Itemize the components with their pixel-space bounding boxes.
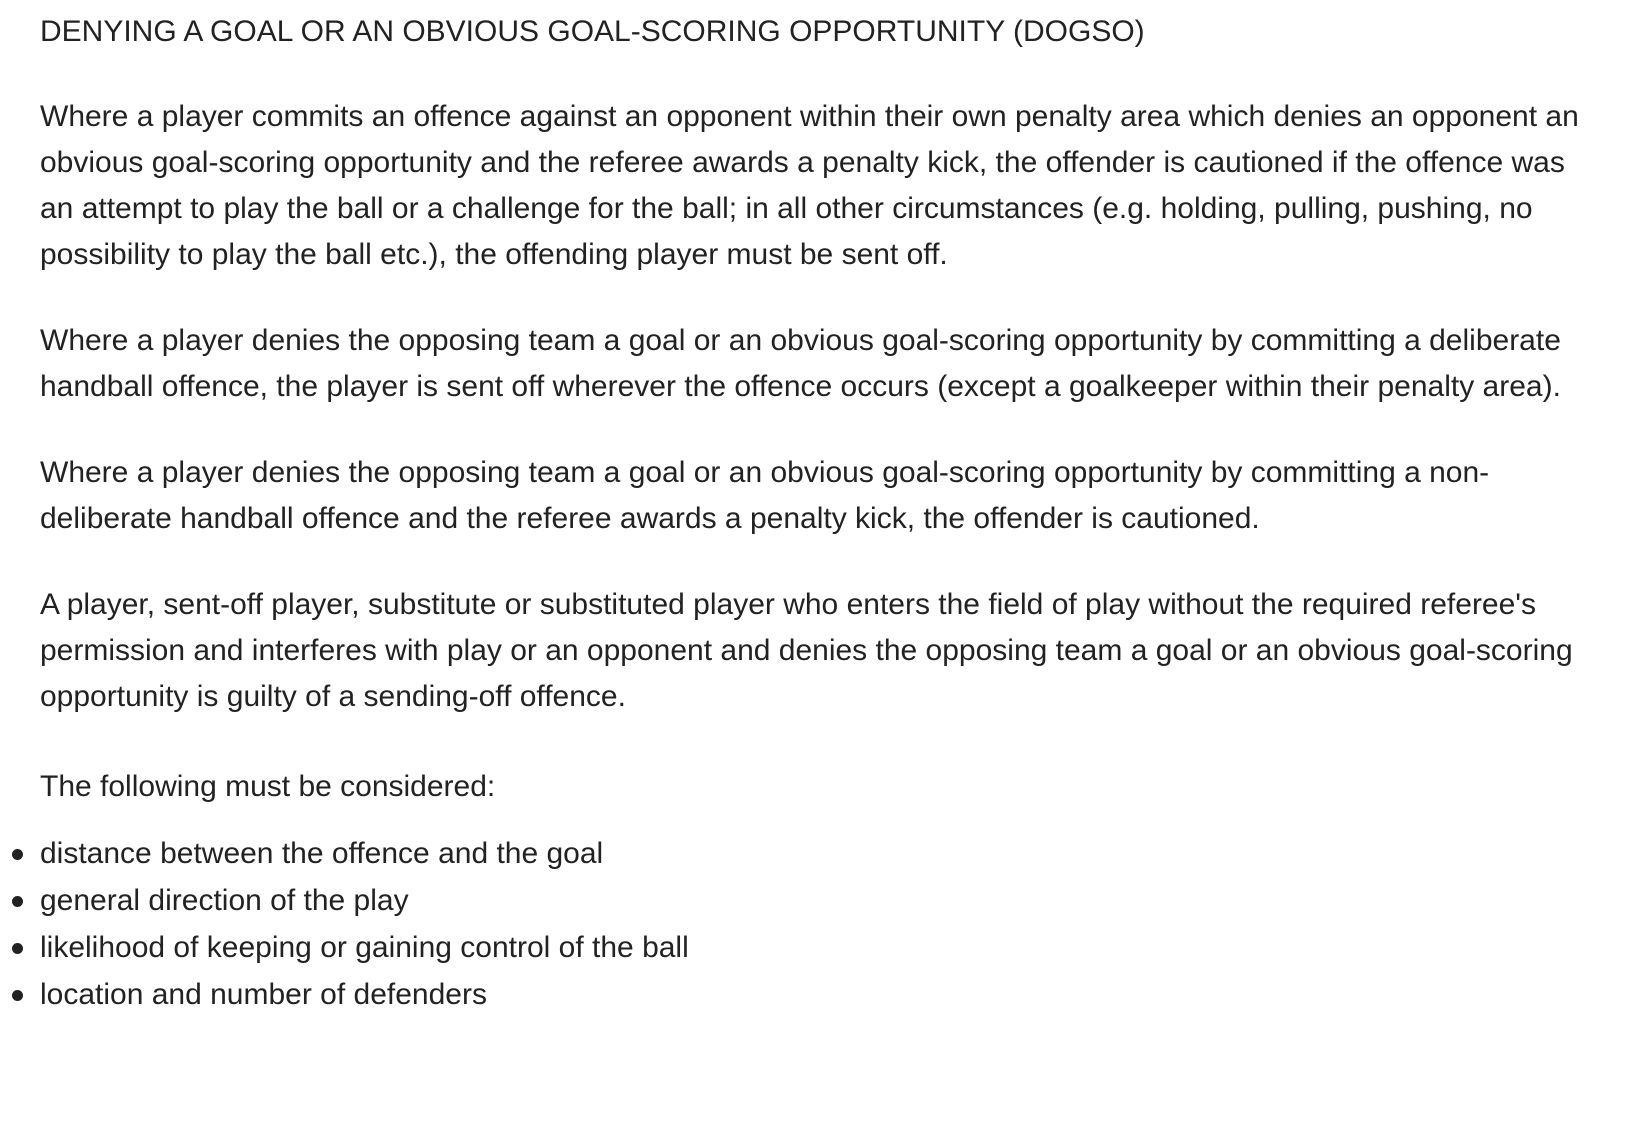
bullet-icon [12, 896, 23, 907]
list-item [40, 830, 1600, 877]
list-item-text: likelihood of keeping or gaining control of the ball [40, 931, 689, 964]
list-item [40, 971, 1600, 1018]
paragraph-deliberate-handball: Where a player denies the opposing team a goal or an obvious goal-scoring opportunity by committing a deliberate handball offence, the player is sent off wherever the offence occurs (except a goalkeeper within their penalty area). [40, 324, 1561, 403]
paragraph-non-deliberate-handball: Where a player denies the opposing team a goal or an obvious goal-scoring opportunity by committing a non-deliberate handball offence and the referee awards a penalty kick, the offender is cautioned. [40, 456, 1490, 535]
bullet-icon [12, 849, 23, 860]
paragraph-penalty-area-offence: Where a player commits an offence against an opponent within their own penalty area which denies an opponent an obvious goal-scoring opportunity and the referee awards a penalty kick, the offender is cautioned if the offence was an attempt to play the ball or a challenge for the ball; in all other circumstances (e.g. holding, pulling, pushing, no possibility to play the ball etc.), the offending player must be sent off. [40, 100, 1579, 271]
list-item-text: distance between the offence and the goal [40, 837, 604, 870]
considerations-intro: The following must be considered: [40, 770, 496, 803]
list-item-text: location and number of defenders [40, 978, 487, 1011]
paragraph-unauthorised-entry: A player, sent-off player, substitute or substituted player who enters the field of play without the required referee's permission and interferes with play or an opponent and denies the opposing team a goal or an obvious goal-scoring opportunity is guilty of a sending-off offence. [40, 588, 1573, 713]
section-title: DENYING A GOAL OR AN OBVIOUS GOAL-SCORING OPPORTUNITY (DOGSO) [40, 15, 1145, 48]
list-item-text: general direction of the play [40, 884, 409, 917]
bullet-icon [12, 990, 23, 1001]
bullet-icon [12, 943, 23, 954]
list-item [40, 924, 1600, 971]
list-item [40, 877, 1600, 924]
document-body [40, 12, 1600, 1018]
considerations-list [40, 830, 1600, 1018]
